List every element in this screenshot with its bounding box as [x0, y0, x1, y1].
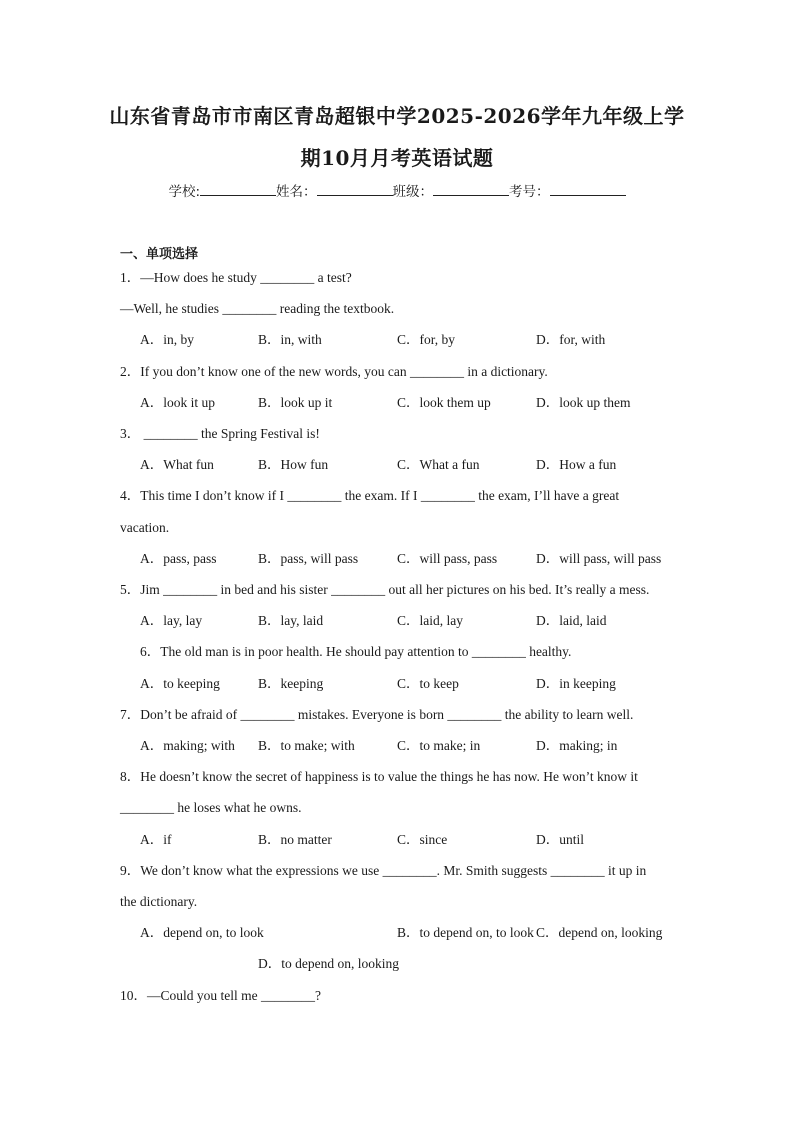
question-6-option-a[interactable]: A．to keeping	[140, 676, 220, 691]
question-6-option-d[interactable]: D．in keeping	[536, 676, 616, 691]
question-9-option-a[interactable]: A．depend on, to look	[140, 925, 264, 940]
question-8-stem-line-2: ________ he loses what he owns.	[120, 800, 302, 815]
name-blank[interactable]	[317, 183, 393, 196]
question-4-option-b[interactable]: B．pass, will pass	[258, 551, 359, 566]
question-4-option-c[interactable]: C．will pass, pass	[397, 551, 498, 566]
question-2-stem: 2．If you don’t know one of the new words, you can ________ in a dictionary.	[120, 364, 548, 379]
question-1-option-d[interactable]: D．for, with	[536, 332, 606, 347]
question-1-option-c[interactable]: C．for, by	[397, 332, 455, 347]
question-3-stem: 3． ________ the Spring Festival is!	[120, 426, 320, 441]
page-title-line-2: 期10月月考英语试题	[300, 146, 494, 170]
question-5-option-b[interactable]: B．lay, laid	[258, 613, 324, 628]
question-1-stem-line-2: —Well, he studies ________ reading the textbook.	[120, 301, 395, 316]
question-3-option-d[interactable]: D．How a fun	[536, 457, 617, 472]
question-8-option-d[interactable]: D．until	[536, 832, 585, 847]
name-label: 姓名：	[276, 184, 317, 200]
question-9-option-b[interactable]: B．to depend on, to look	[397, 925, 534, 940]
question-9-option-c[interactable]: C．depend on, looking	[536, 925, 663, 940]
question-9-stem-line-2: the dictionary.	[120, 894, 198, 909]
class-blank[interactable]	[433, 183, 509, 196]
question-1-stem-line-1: 1．—How does he study ________ a test?	[120, 270, 352, 285]
question-6-option-b[interactable]: B．keeping	[258, 676, 324, 691]
question-10-stem: 10．—Could you tell me ________?	[120, 988, 321, 1003]
question-2-option-a[interactable]: A．look it up	[140, 395, 216, 410]
question-7-option-d[interactable]: D．making; in	[536, 738, 618, 753]
question-9-option-d[interactable]: D．to depend on, looking	[258, 956, 399, 971]
question-7-option-b[interactable]: B．to make; with	[258, 738, 355, 753]
question-8-option-c[interactable]: C．since	[397, 832, 448, 847]
question-1-option-b[interactable]: B．in, with	[258, 332, 322, 347]
question-5-option-c[interactable]: C．laid, lay	[397, 613, 463, 628]
question-9-stem-line-1: 9．We don’t know what the expressions we use ________. Mr. Smith suggests ________ it up in	[120, 863, 647, 878]
question-3-option-b[interactable]: B．How fun	[258, 457, 329, 472]
question-6-stem: 6．The old man is in poor health. He should pay attention to ________ healthy.	[140, 644, 572, 659]
question-7-stem: 7．Don’t be afraid of ________ mistakes. Everyone is born ________ the ability to learn well.	[120, 707, 634, 722]
class-label: 班级：	[392, 184, 434, 200]
question-4-stem-line-1: 4．This time I don’t know if I ________ the exam. If I ________ the exam, I’ll have a great	[120, 488, 620, 503]
question-5-option-d[interactable]: D．laid, laid	[536, 613, 607, 628]
student-info-row	[0, 180, 794, 200]
question-7-option-a[interactable]: A．making; with	[140, 738, 235, 753]
section-title: 一、单项选择	[120, 247, 199, 262]
question-3-option-c[interactable]: C．What a fun	[397, 457, 480, 472]
question-6-option-c[interactable]: C．to keep	[397, 676, 459, 691]
question-5-option-a[interactable]: A．lay, lay	[140, 613, 203, 628]
question-2-option-b[interactable]: B．look up it	[258, 395, 333, 410]
school-blank[interactable]	[200, 183, 276, 196]
question-2-option-d[interactable]: D．look up them	[536, 395, 631, 410]
page-title-line-1: 山东省青岛市市南区青岛超银中学2025-2026学年九年级上学	[109, 104, 685, 128]
question-2-option-c[interactable]: C．look them up	[397, 395, 491, 410]
question-7-option-c[interactable]: C．to make; in	[397, 738, 481, 753]
question-4-option-a[interactable]: A．pass, pass	[140, 551, 217, 566]
question-8-option-b[interactable]: B．no matter	[258, 832, 332, 847]
question-4-option-d[interactable]: D．will pass, will pass	[536, 551, 662, 566]
question-5-stem: 5．Jim ________ in bed and his sister ________ out all her pictures on his bed. It’s really a mess.	[120, 582, 650, 597]
question-3-option-a[interactable]: A．What fun	[140, 457, 214, 472]
question-4-stem-line-2: vacation.	[120, 520, 170, 535]
exam-number-blank[interactable]	[550, 183, 626, 196]
question-1-option-a[interactable]: A．in, by	[140, 332, 194, 347]
exam-number-label: 考号：	[509, 184, 550, 200]
school-label: 学校:	[168, 184, 201, 200]
question-8-stem-line-1: 8．He doesn’t know the secret of happiness is to value the things he has now. He won’t know it	[120, 769, 638, 784]
question-8-option-a[interactable]: A．if	[140, 832, 172, 847]
